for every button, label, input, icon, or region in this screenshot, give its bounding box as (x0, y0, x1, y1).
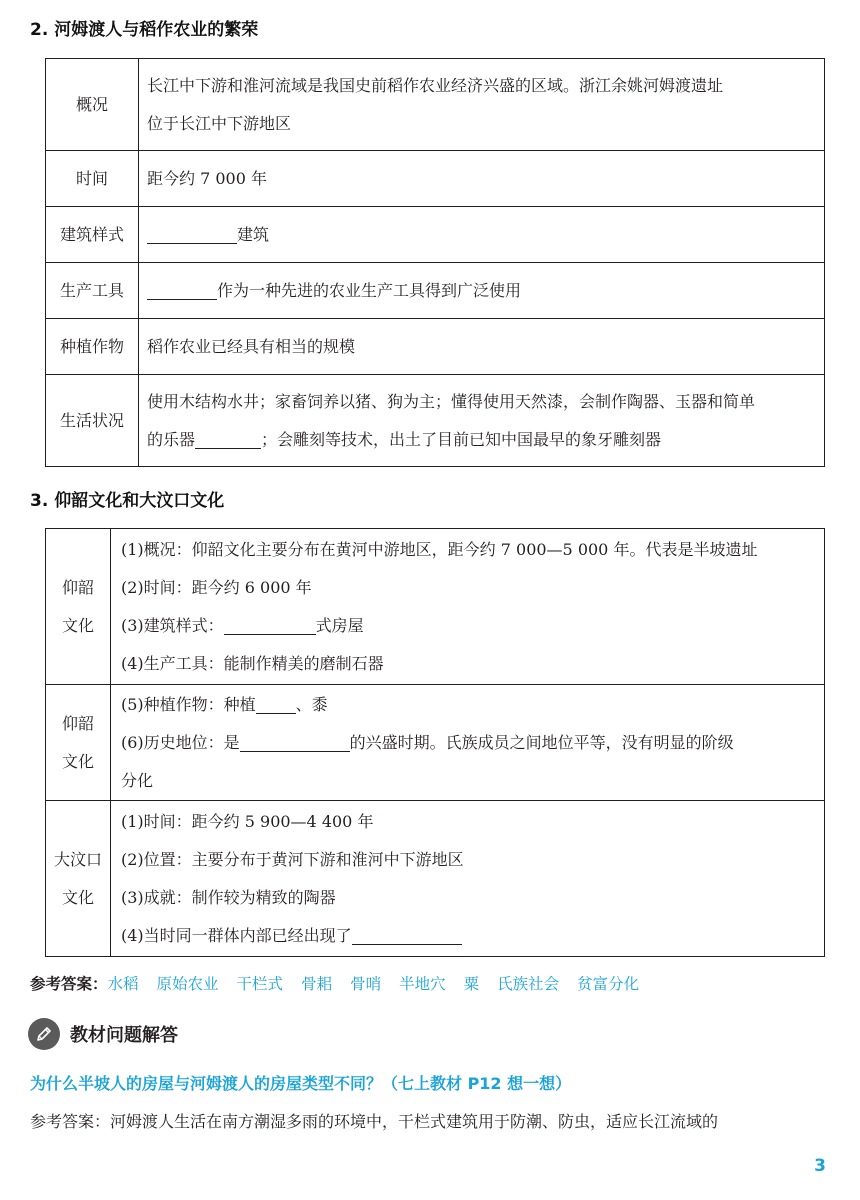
row-content: 稻作农业已经具有相当的规模 (139, 319, 825, 375)
content-line: 长江中下游和淮河流域是我国史前稻作农业经济兴盛的区域。浙江余姚河姆渡遗址 (147, 75, 724, 95)
section3-title: 3. 仰韶文化和大汶口文化 (30, 491, 225, 511)
fill-blank[interactable] (352, 922, 462, 945)
fill-blank[interactable] (256, 691, 296, 714)
section2-table (45, 58, 825, 467)
fill-blank[interactable] (224, 612, 316, 635)
row-content (111, 529, 825, 685)
content-line: (5)种植作物：种植 、黍 (121, 686, 814, 724)
answer-item: 骨哨 (350, 975, 382, 993)
row-label: 仰韶 文化 (46, 685, 111, 801)
row-label: 生产工具 (46, 263, 139, 319)
table-row (46, 319, 825, 375)
answer-item: 半地穴 (399, 975, 446, 993)
section2-title: 2. 河姆渡人与稻作农业的繁荣 (30, 20, 259, 40)
row-label: 种植作物 (46, 319, 139, 375)
content-line: 使用木结构水井；家畜饲养以猪、狗为主；懂得使用天然漆，会制作陶器、玉器和简单 (147, 391, 756, 411)
row-label: 概况 (46, 59, 139, 151)
content-line: (1)概况：仰韶文化主要分布在黄河中游地区，距今约 7 000—5 000 年。代表是半坡遗址 (121, 539, 758, 559)
fill-blank[interactable] (240, 729, 350, 752)
row-content: 作为一种先进的农业生产工具得到广泛使用 (139, 263, 825, 319)
fill-blank[interactable] (195, 426, 261, 449)
answer-item: 干栏式 (236, 975, 284, 993)
section3-table (45, 528, 825, 957)
row-content (111, 685, 825, 801)
table-row (46, 151, 825, 207)
row-content (139, 59, 825, 151)
content-line: 位于长江中下游地区 (147, 113, 292, 133)
answer-item: 骨耜 (301, 975, 333, 993)
reference-answers (30, 972, 657, 994)
fill-blank[interactable] (147, 221, 237, 244)
answers-label: 参考答案： (30, 975, 108, 993)
table-row (46, 529, 825, 685)
fill-blank[interactable] (147, 277, 217, 300)
answer-item: 贫富分化 (577, 975, 640, 993)
answer-item: 原始农业 (156, 975, 219, 993)
content-line: (2)位置：主要分布于黄河下游和淮河中下游地区 (121, 849, 464, 869)
row-content (111, 801, 825, 957)
content-line: (4)当时同一群体内部已经出现了 (121, 917, 814, 955)
question-text: 为什么半坡人的房屋与河姆渡人的房屋类型不同？（七上教材 P12 想一想） (30, 1074, 572, 1093)
row-content (139, 375, 825, 467)
table-row (46, 59, 825, 151)
row-content: 建筑 (139, 207, 825, 263)
content-line: 分化 (121, 770, 154, 790)
row-content: 距今约 7 000 年 (139, 151, 825, 207)
answer-item: 氏族社会 (497, 975, 560, 993)
table-row (46, 375, 825, 467)
qa-title: 教材问题解答 (70, 1025, 178, 1046)
content-line: (3)成就：制作较为精致的陶器 (121, 887, 336, 907)
page-number: 3 (814, 1156, 826, 1176)
content-line: (2)时间：距今约 6 000 年 (121, 577, 312, 597)
pencil-icon (28, 1018, 60, 1050)
answer-text: 参考答案：河姆渡人生活在南方潮湿多雨的环境中，干栏式建筑用于防潮、防虫，适应长江流域的 (30, 1112, 719, 1131)
answer-item: 粟 (463, 975, 480, 993)
qa-header (28, 1017, 178, 1051)
table-row (46, 685, 825, 801)
content-line: (4)生产工具：能制作精美的磨制石器 (121, 653, 384, 673)
table-row (46, 801, 825, 957)
table-row (46, 207, 825, 263)
row-label: 时间 (46, 151, 139, 207)
table-row (46, 263, 825, 319)
row-label: 建筑样式 (46, 207, 139, 263)
answer-item: 水稻 (107, 975, 139, 993)
content-line: (6)历史地位：是 的兴盛时期。氏族成员之间地位平等，没有明显的阶级 (121, 724, 814, 762)
row-label: 仰韶 文化 (46, 529, 111, 685)
content-line: (1)时间：距今约 5 900—4 400 年 (121, 811, 374, 831)
content-line: 的乐器 ；会雕刻等技术，出土了目前已知中国最早的象牙雕刻器 (147, 421, 816, 459)
row-label: 生活状况 (46, 375, 139, 467)
row-label: 大汶口 文化 (46, 801, 111, 957)
content-line: (3)建筑样式： 式房屋 (121, 607, 814, 645)
